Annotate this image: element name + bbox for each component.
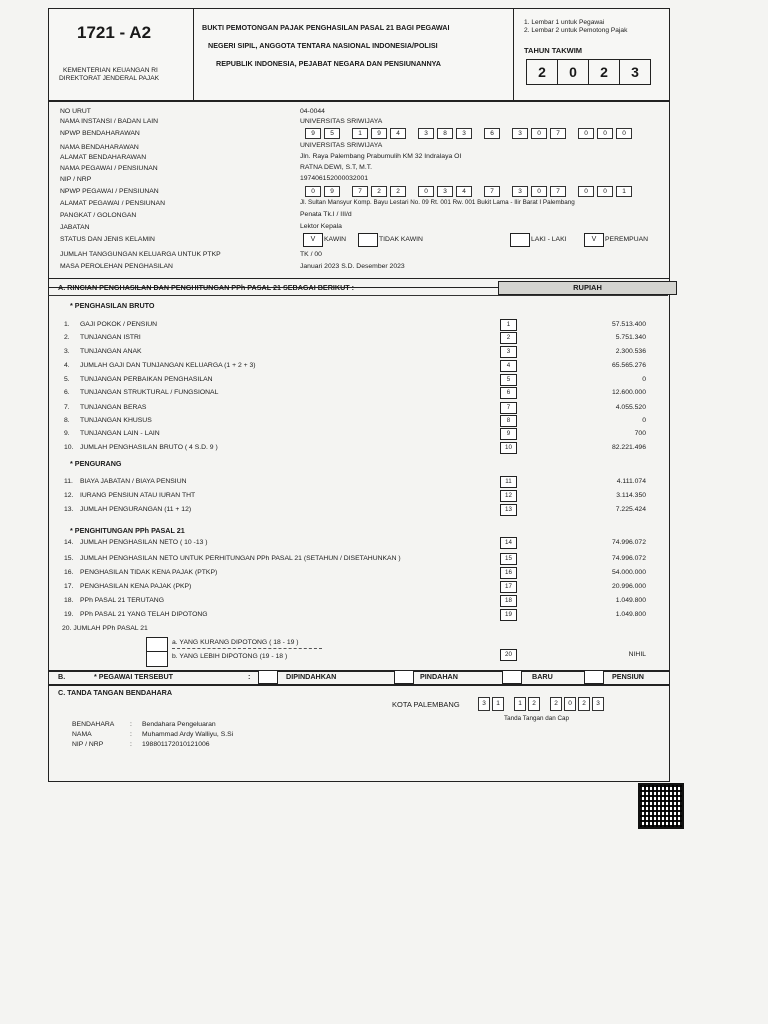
row-amount: 20.996.000 (611, 583, 646, 590)
dipindahkan-label: DIPINDAHKAN (286, 672, 337, 681)
sep: : (130, 721, 132, 728)
pensiun-checkbox[interactable] (584, 670, 604, 684)
npwp-digit: 5 (324, 128, 340, 139)
row20a-underline (172, 648, 322, 649)
row-box: 18 (500, 595, 517, 607)
sep: : (130, 731, 132, 738)
ministry-line2: DIREKTORAT JENDERAL PAJAK (59, 75, 160, 82)
masa-value: Januari 2023 S.D. Desember 2023 (300, 263, 405, 270)
row-box: 6 (500, 387, 517, 399)
row-label: PENGHASILAN KENA PAJAK (PKP) (80, 583, 192, 590)
row-number: 14. (64, 539, 74, 546)
pangkat-value: Penata Tk.I / III/d (300, 211, 352, 218)
bendahara-value: Bendahara Pengeluaran (142, 721, 216, 728)
row-box: 7 (500, 402, 517, 414)
row-amount: 74.996.072 (611, 539, 646, 546)
npwp-digit: 0 (578, 128, 594, 139)
nip-bendahara-label: NIP / NRP (72, 741, 104, 748)
npwp-digit: 1 (616, 186, 632, 197)
date-digit: 1 (514, 697, 526, 711)
row-number: 15. (64, 555, 74, 562)
row-amount: 65.565.276 (611, 362, 646, 369)
row-number: 2. (64, 334, 70, 341)
nama-value: Muhammad Ardy Walliyu, S.Si (142, 731, 234, 738)
npwp-digit: 9 (305, 128, 321, 139)
baru-label: BARU (532, 672, 553, 681)
npwp-digit: 0 (616, 128, 632, 139)
form-code: 1721 - A2 (77, 23, 152, 42)
nama-pegawai-value: RATNA DEWI, S.T, M.T. (300, 164, 373, 171)
date-digit: 3 (592, 697, 604, 711)
row-box: 8 (500, 415, 517, 427)
date-digit: 1 (492, 697, 504, 711)
pangkat-label: PANGKAT / GOLONGAN (60, 212, 137, 219)
row-label: TUNJANGAN ISTRI (80, 334, 141, 341)
row-amount: 0 (642, 376, 646, 383)
npwp-digit: 4 (390, 128, 406, 139)
row-label: TUNJANGAN KHUSUS (80, 417, 152, 424)
row-label: TUNJANGAN STRUKTURAL / FUNGSIONAL (80, 389, 219, 396)
row-label: TUNJANGAN LAIN - LAIN (80, 430, 160, 437)
npwp-digit: 9 (371, 128, 387, 139)
row-box: 2 (500, 332, 517, 344)
nama-label: NAMA (72, 731, 92, 738)
npwp-digit: 7 (484, 186, 500, 197)
row-label: JUMLAH GAJI DAN TUNJANGAN KELUARGA (1 + 2 + 3) (80, 362, 256, 369)
row-box: 1 (500, 319, 517, 331)
tax-year-digits (526, 59, 651, 85)
year-digit: 0 (558, 60, 589, 84)
nama-bendahara-value: UNIVERSITAS SRIWIJAYA (300, 142, 383, 149)
row-amount: 1.049.800 (615, 611, 646, 618)
tax-form-sheet (48, 8, 688, 808)
bendahara-label: BENDAHARA (72, 721, 115, 728)
row-number: 18. (64, 597, 74, 604)
row-box: 3 (500, 346, 517, 358)
row-box: 4 (500, 360, 517, 372)
laki-laki-checkbox[interactable] (510, 233, 530, 247)
npwp-digit: 8 (437, 128, 453, 139)
alamat-bendahara-value: Jln. Raya Palembang Prabumulih KM 32 Indralaya OI (300, 153, 462, 160)
npwp-digit: 0 (597, 128, 613, 139)
row-label: GAJI POKOK / PENSIUN (80, 321, 158, 328)
nip-label: NIP / NRP (60, 176, 92, 183)
nama-bendahara-label: NAMA BENDAHARAWAN (60, 144, 139, 151)
row-box: 16 (500, 567, 517, 579)
row-box: 10 (500, 442, 517, 454)
nip-value: 197406152000032001 (300, 175, 369, 182)
row-number: 4. (64, 362, 70, 369)
npwp-digit: 0 (578, 186, 594, 197)
sep: : (130, 741, 132, 748)
row-amount: 12.600.000 (611, 389, 646, 396)
npwp-digit: 0 (531, 128, 547, 139)
alamat-pegawai-label: ALAMAT PEGAWAI / PENSIUNAN (60, 200, 165, 207)
tax-year-box (513, 8, 670, 102)
row-label: IURANG PENSIUN ATAU IURAN THT (80, 492, 196, 499)
npwp-digit: 3 (418, 128, 434, 139)
form-code-box (48, 8, 195, 102)
npwp-digit: 0 (597, 186, 613, 197)
row-box: 11 (500, 476, 517, 488)
section-b-letter: B. (58, 672, 66, 681)
ptkp-label: JUMLAH TANGGUNGAN KELUARGA UNTUK PTKP (60, 251, 221, 258)
npwp-digit: 2 (390, 186, 406, 197)
date-digit: 2 (528, 697, 540, 711)
row-amount: 4.055.520 (615, 404, 646, 411)
npwp-digit: 7 (352, 186, 368, 197)
perempuan-checkbox[interactable]: V (584, 233, 604, 247)
tidak-kawin-label: TIDAK KAWIN (379, 236, 423, 243)
no-urut-label: NO URUT (60, 108, 91, 115)
pindahan-checkbox[interactable] (394, 670, 414, 684)
npwp-digit: 3 (512, 128, 528, 139)
row-number: 10. (64, 444, 74, 451)
date-digit: 0 (564, 697, 576, 711)
pengurang-title: * PENGURANG (70, 459, 122, 468)
row-label: JUMLAH PENGURANGAN (11 + 12) (80, 506, 192, 513)
row-box: 15 (500, 553, 517, 565)
date-digit: 2 (578, 697, 590, 711)
qr-code-icon (638, 783, 684, 829)
date-digit: 2 (550, 697, 562, 711)
nama-pegawai-label: NAMA PEGAWAI / PENSIUNAN (60, 165, 158, 172)
row-amount: 54.000.000 (611, 569, 646, 576)
tidak-kawin-checkbox[interactable] (358, 233, 378, 247)
row-number: 7. (64, 404, 70, 411)
row-box: 17 (500, 581, 517, 593)
title-line2: NEGERI SIPIL, ANGGOTA TENTARA NASIONAL INDONESIA/POLISI (208, 41, 438, 50)
row-number: 5. (64, 376, 70, 383)
row20b-label: b. YANG LEBIH DIPOTONG (19 - 18 ) (172, 653, 288, 660)
npwp-digit: 0 (531, 186, 547, 197)
sign-caption: Tanda Tangan dan Cap (504, 715, 570, 722)
row20-amount: NIHIL (628, 651, 646, 658)
row-box: 5 (500, 374, 517, 386)
row-amount: 7.225.424 (615, 506, 646, 513)
row-number: 6. (64, 389, 70, 396)
npwp-digit: 3 (512, 186, 528, 197)
copy-note1: 1. Lembar 1 untuk Pegawai (524, 19, 605, 26)
row-label: BIAYA JABATAN / BIAYA PENSIUN (80, 478, 187, 485)
nip-bendahara-value: 198801172010121006 (142, 741, 210, 748)
section-a-title: A. RINCIAN PENGHASILAN DAN PENGHITUNGAN PPh PASAL 21 SEBAGAI BERIKUT : (58, 283, 355, 292)
laki-laki-label: LAKI - LAKI (531, 236, 567, 243)
row-amount: 4.111.074 (616, 478, 646, 485)
row-box: 9 (500, 428, 517, 440)
row20-label: 20. JUMLAH PPh PASAL 21 (62, 625, 148, 632)
row-amount: 3.114.350 (616, 492, 646, 499)
row-number: 13. (64, 506, 74, 513)
row-number: 9. (64, 430, 70, 437)
npwp-bendahara-digits (305, 128, 632, 139)
npwp-digit: 7 (550, 186, 566, 197)
alamat-bendahara-label: ALAMAT BENDAHARAWAN (60, 154, 147, 161)
year-digit: 3 (631, 64, 639, 80)
lebih-dipotong-checkbox[interactable] (146, 651, 168, 667)
section-b-label: * PEGAWAI TERSEBUT (94, 672, 174, 681)
npwp-digit: 4 (456, 186, 472, 197)
row-box: 14 (500, 537, 517, 549)
bruto-title: * PENGHASILAN BRUTO (70, 301, 155, 310)
baru-checkbox[interactable] (502, 670, 522, 684)
title-line1: BUKTI PEMOTONGAN PAJAK PENGHASILAN PASAL 21 BAGI PEGAWAI (202, 23, 450, 32)
section-a-divider (48, 295, 668, 296)
row-label: JUMLAH PENGHASILAN NETO ( 10 -13 ) (80, 539, 208, 546)
row-label: TUNJANGAN BERAS (80, 404, 147, 411)
row-label: JUMLAH PENGHASILAN NETO UNTUK PERHITUNGAN PPh PASAL 21 (SETAHUN / DISETAHUNKAN ) (80, 555, 401, 562)
row-number: 17. (64, 583, 74, 590)
pph-title: * PENGHITUNGAN PPh PASAL 21 (70, 526, 185, 535)
npwp-pegawai-digits (305, 186, 632, 197)
year-digit: 2 (589, 60, 620, 84)
npwp-digit: 3 (437, 186, 453, 197)
section-b-colon: : (248, 672, 251, 681)
jabatan-value: Lektor Kepala (300, 223, 342, 230)
copy-note2: 2. Lembar 2 untuk Pemotong Pajak (524, 27, 628, 34)
row-number: 1. (64, 321, 70, 328)
kawin-checkbox[interactable]: V (303, 233, 323, 247)
row-amount: 0 (642, 417, 646, 424)
row-amount: 82.221.496 (611, 444, 646, 451)
row20-box: 20 (500, 649, 517, 661)
npwp-pegawai-label: NPWP PEGAWAI / PENSIUNAN (60, 188, 159, 195)
row-label: TUNJANGAN ANAK (80, 348, 142, 355)
row-number: 3. (64, 348, 70, 355)
instansi-label: NAMA INSTANSI / BADAN LAIN (60, 118, 159, 125)
npwp-digit: 3 (456, 128, 472, 139)
date-digit: 3 (478, 697, 490, 711)
row-number: 16. (64, 569, 74, 576)
npwp-digit: 0 (305, 186, 321, 197)
row-number: 19. (64, 611, 74, 618)
npwp-digit: 2 (371, 186, 387, 197)
alamat-pegawai-value: Jl. Sultan Mansyur Komp. Bayu Lestari No. 09 Rt. 001 Rw. 001 Bukit Lama - Ilir Barat I Palembang (300, 199, 575, 206)
perempuan-label: PEREMPUAN (605, 236, 649, 243)
row-amount: 5.751.340 (615, 334, 646, 341)
row-box: 12 (500, 490, 517, 502)
title-line3: REPUBLIK INDONESIA, PEJABAT NEGARA DAN PENSIUNANNYA (216, 59, 441, 68)
no-urut-value: 04-0044 (300, 108, 325, 115)
row-label: PENGHASILAN TIDAK KENA PAJAK (PTKP) (80, 569, 218, 576)
npwp-digit: 0 (418, 186, 434, 197)
row-number: 12. (64, 492, 74, 499)
sign-date (478, 697, 604, 711)
jabatan-label: JABATAN (60, 224, 90, 231)
pindahan-label: PINDAHAN (420, 672, 458, 681)
masa-label: MASA PEROLEHAN PENGHASILAN (60, 263, 173, 270)
ministry-line1: KEMENTERIAN KEUANGAN RI (63, 67, 158, 74)
ptkp-value: TK / 00 (300, 251, 322, 258)
section-c-title: C. TANDA TANGAN BENDAHARA (58, 688, 173, 697)
row-box: 13 (500, 504, 517, 516)
row-number: 11. (64, 478, 73, 485)
pensiun-label: PENSIUN (612, 672, 644, 681)
kawin-label: KAWIN (324, 236, 347, 243)
status-label: STATUS DAN JENIS KELAMIN (60, 236, 155, 243)
row20a-label: a. YANG KURANG DIPOTONG ( 18 - 19 ) (172, 639, 299, 646)
kota-label: KOTA PALEMBANG (392, 700, 460, 709)
row-label: TUNJANGAN PERBAIKAN PENGHASILAN (80, 376, 213, 383)
row-amount: 1.049.800 (615, 597, 646, 604)
npwp-digit: 9 (324, 186, 340, 197)
year-digit: 2 (527, 60, 558, 84)
row-label: JUMLAH PENGHASILAN BRUTO ( 4 S.D. 9 ) (80, 444, 218, 451)
row-amount: 700 (634, 430, 646, 437)
row-label: PPh PASAL 21 YANG TELAH DIPOTONG (80, 611, 208, 618)
row-label: PPh PASAL 21 TERUTANG (80, 597, 164, 604)
row-amount: 57.513.400 (611, 321, 646, 328)
rupiah-header: RUPIAH (498, 281, 677, 295)
npwp-digit: 7 (550, 128, 566, 139)
npwp-bendahara-label: NPWP BENDAHARAWAN (60, 130, 140, 137)
npwp-digit: 6 (484, 128, 500, 139)
row-box: 19 (500, 609, 517, 621)
form-title-box (193, 8, 515, 102)
row-number: 8. (64, 417, 70, 424)
row-amount: 2.300.536 (615, 348, 646, 355)
instansi-value: UNIVERSITAS SRIWIJAYA (300, 118, 383, 125)
dipindahkan-checkbox[interactable] (258, 670, 278, 684)
npwp-digit: 1 (352, 128, 368, 139)
row-amount: 74.996.072 (611, 555, 646, 562)
tax-year-label: TAHUN TAKWIM (524, 46, 583, 55)
